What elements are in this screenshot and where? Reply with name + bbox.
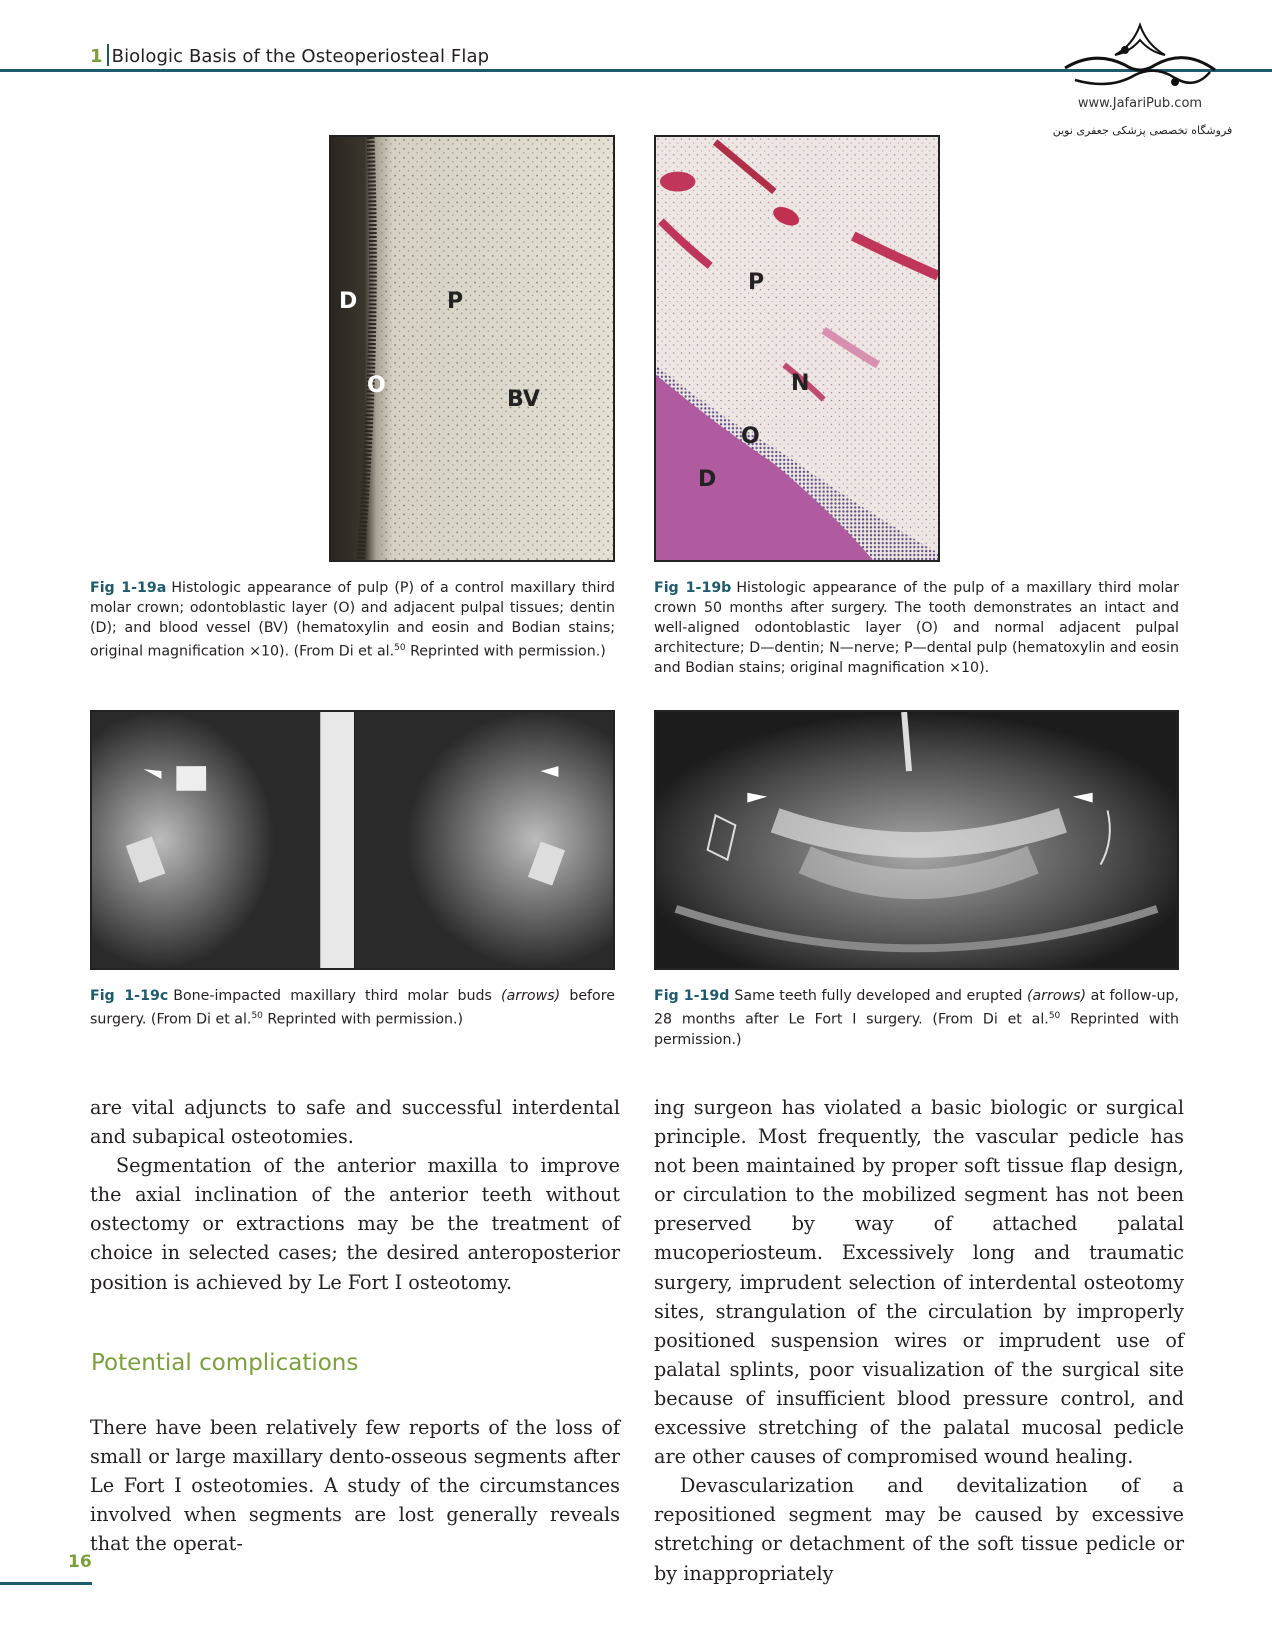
figure-1-19c-image	[90, 710, 615, 970]
header-divider	[107, 44, 109, 66]
chapter-number: 1	[90, 46, 103, 67]
figure-1-19d-image	[654, 710, 1179, 970]
caption-fig-1-19b	[654, 578, 1179, 678]
page-number: 16	[68, 1552, 92, 1572]
caption-text: Histologic appearance of the pulp of a maxillary third molar crown 50 months after surgery. The tooth demonstrates an intact and well-aligned odontoblastic layer (O) and normal adjacent pulpal architecture; D—dentin; N—nerve; P—dental pulp (hematoxylin and eosin and Bodian stains; original magnification ×10).	[654, 580, 1179, 676]
figure-number: Fig 1-19d	[654, 988, 730, 1004]
caption-fig-1-19d	[654, 986, 1179, 1050]
label-d: D	[698, 467, 717, 492]
caption-text-mid: at follow-up, 28 months after Le Fort I surgery. (From Di et al.	[654, 988, 1180, 1028]
caption-fig-1-19c	[90, 986, 615, 1030]
caption-text: Histologic appearance of pulp (P) of a control maxillary third molar crown; odontoblastic layer (O) and adjacent pulpal tissues; dentin (D); and blood vessel (BV) (hematoxylin and eosin and Bodian stains; original magnification ×10). (From Di et al.	[90, 580, 615, 660]
caption-text: Same teeth fully developed and erupted	[734, 988, 1027, 1004]
paragraph: Segmentation of the anterior maxilla to improve the axial inclination of the anterior teeth without ostectomy or extractions may be the treatment of choice in selected cases; the desired anteroposterior position is achieved by Le Fort I osteotomy.	[90, 1154, 620, 1294]
paragraph: ing surgeon has violated a basic biologic or surgical principle. Most frequently, the vascular pedicle has not been maintained by proper soft tissue flap design, or circulation to the mobilized segment has not been preserved by way of attached palatal mucoperiosteum. Excessively long and traumatic surgery, imprudent selection of interdental osteotomy sites, strangulation of the circulation by improperly positioned suspension wires or imprudent use of palatal splints, poor visualization of the surgical site because of insufficient blood pressure control, and excessive stretching of the palatal mucosal pedicle are other causes of compromised wound healing.	[654, 1096, 1184, 1469]
caption-text-end: Reprinted with permission.)	[654, 1011, 1179, 1048]
reference-superscript: 50	[1048, 1011, 1061, 1021]
figure-number: Fig 1-19b	[654, 580, 732, 596]
footer-rule	[0, 1582, 92, 1585]
caption-italic: (arrows)	[1026, 988, 1087, 1004]
label-n: N	[791, 371, 810, 396]
publisher-tagline: فروشگاه تخصصی پزشکی جعفری نوین	[1052, 124, 1233, 137]
caption-text-end: Reprinted with permission.)	[262, 1011, 464, 1028]
label-o: O	[741, 424, 760, 449]
label-p: P	[447, 289, 464, 314]
paragraph: Devascularization and devitalization of a repositioned segment may be caused by excessive stretching or detachment of the soft tissue pedicle or by inappropriately	[654, 1474, 1184, 1585]
paragraph: are vital adjuncts to safe and successful interdental and subapical osteotomies.	[90, 1096, 620, 1149]
caption-text-end: Reprinted with permission.)	[405, 643, 606, 660]
body-left-column-top	[90, 1093, 620, 1297]
figure-1-19a-image	[329, 135, 615, 562]
publisher-logo-icon	[1055, 20, 1225, 100]
figure-number: Fig 1-19c	[90, 988, 169, 1004]
reference-superscript: 50	[251, 1011, 263, 1021]
figure-1-19b-image	[654, 135, 940, 562]
running-head	[90, 44, 489, 67]
reference-superscript: 50	[394, 643, 406, 653]
label-o: O	[367, 373, 386, 398]
label-p: P	[748, 270, 765, 295]
publisher-url: www.JafariPub.com	[1077, 96, 1203, 111]
figure-number: Fig 1-19a	[90, 580, 167, 596]
caption-text: Bone-impacted maxillary third molar buds	[173, 988, 502, 1004]
chapter-title: Biologic Basis of the Osteoperiosteal Flap	[111, 46, 490, 67]
label-d: D	[339, 289, 358, 314]
section-heading: Potential complications	[91, 1350, 359, 1376]
body-left-column-bottom	[90, 1413, 620, 1558]
label-bv: BV	[507, 387, 540, 412]
caption-italic: (arrows)	[501, 988, 561, 1004]
paragraph: There have been relatively few reports of the loss of small or large maxillary dento-osseous segments after Le Fort I osteotomies. A study of the circumstances involved when segments are lost generally reveals that the operat-	[90, 1416, 620, 1556]
body-right-column	[654, 1093, 1184, 1588]
caption-text-mid: before surgery. (From Di et al.	[90, 988, 615, 1028]
caption-fig-1-19a	[90, 578, 615, 662]
